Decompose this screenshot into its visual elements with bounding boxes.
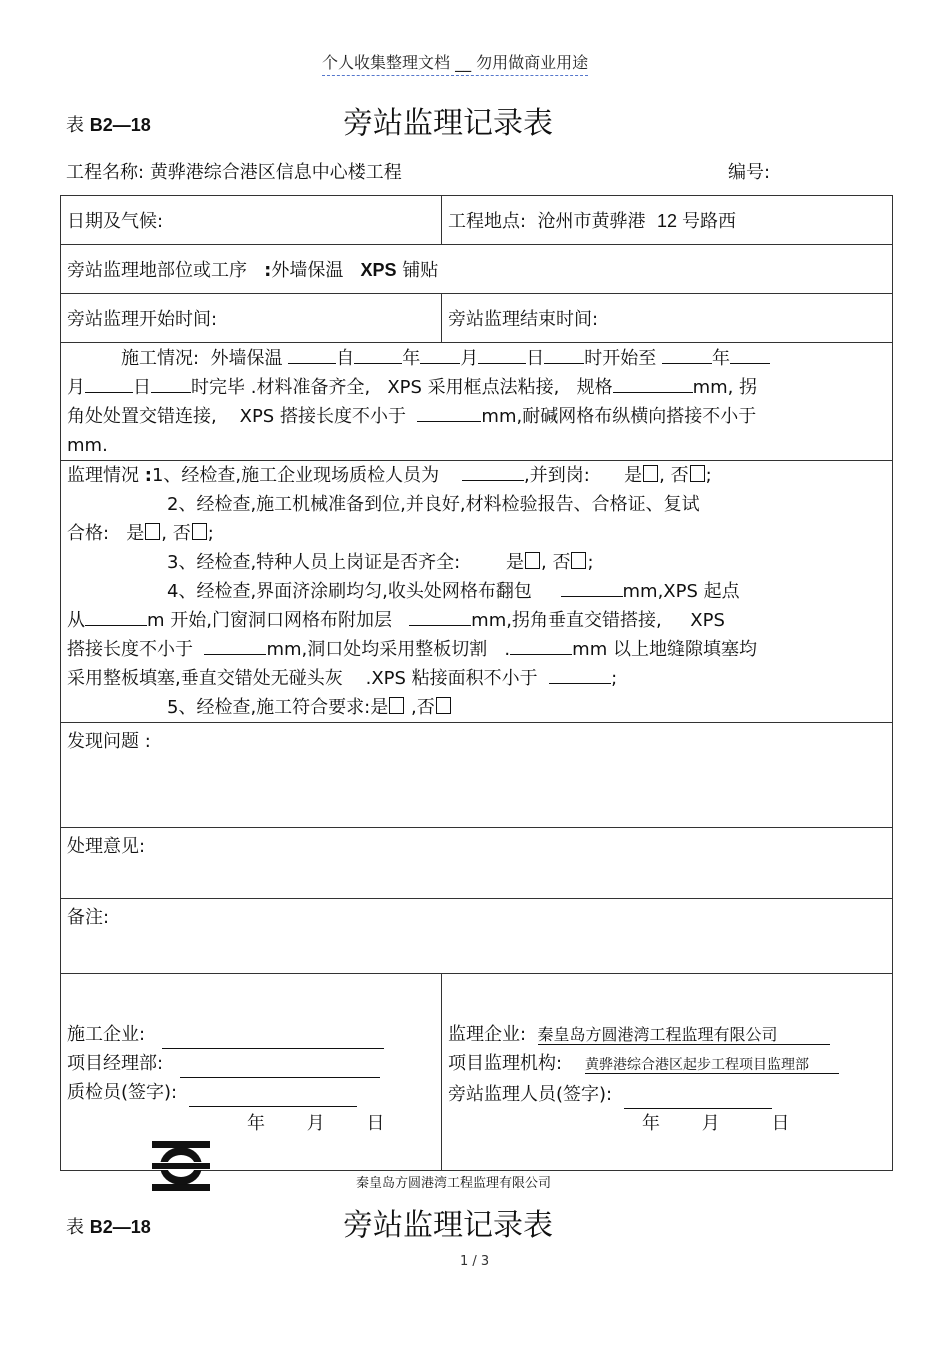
date-weather-cell xyxy=(61,196,442,245)
construction-text: mm. xyxy=(67,435,108,456)
yes-label: 是 xyxy=(506,552,525,573)
construction-text: 月 xyxy=(67,377,85,398)
number-label: 编号: xyxy=(728,162,771,183)
qc-label: 质检员(签字): xyxy=(67,1082,178,1103)
sign-left-cell xyxy=(61,974,442,1171)
supervision-item-4: mm,XPS 起点 xyxy=(622,581,740,602)
no-label: 否 xyxy=(670,465,689,486)
year-label: 年 xyxy=(642,1113,660,1134)
checkbox-no-3[interactable] xyxy=(571,552,586,569)
supervision-item-4: 采用整板填塞,垂直交错处无碰头灰 xyxy=(67,668,343,689)
remarks-label: 备注: xyxy=(67,907,110,928)
form-code-prefix: 表 xyxy=(66,115,84,136)
yes-label: 是 xyxy=(126,523,145,544)
part-tail: 铺贴 xyxy=(402,260,439,281)
record-table xyxy=(60,195,893,1171)
pm-label: 项目经理部: xyxy=(67,1053,164,1074)
page-title-repeat: 旁站监理记录表 xyxy=(343,1208,553,1243)
supervision-item-2b: 合格: xyxy=(67,523,110,544)
construction-text: XPS 搭接长度不小于 xyxy=(239,406,406,427)
supervision-item-2: 2、经检查,施工机械准备到位,并良好,材料检验报告、合格证、复试 xyxy=(167,494,700,515)
page-title: 旁站监理记录表 xyxy=(343,106,553,141)
checkbox-yes-3[interactable] xyxy=(525,552,540,569)
supervision-item-4: mm,洞口处均采用整板切割 xyxy=(266,639,488,660)
project-line xyxy=(66,158,402,184)
location-road: 12 号路西 xyxy=(656,211,737,231)
footer-company: 秦皇岛方圆港湾工程监理有限公司 xyxy=(356,1176,552,1191)
construction-text: 年 xyxy=(712,348,730,369)
construction-text: 自 xyxy=(336,348,355,369)
form-code xyxy=(66,111,151,137)
header-note: 个人收集整理文档 __ 勿用做商业用途 xyxy=(322,50,588,76)
construction-text: 时开始至 xyxy=(584,348,657,369)
row-time xyxy=(61,294,893,343)
supervision-item-4: m 开始,门窗洞口网格布附加层 xyxy=(147,610,392,631)
supervision-item-4: 搭接长度不小于 xyxy=(67,639,193,660)
supervision-item-4: . xyxy=(504,639,511,660)
sign-left-block xyxy=(67,1020,384,1107)
end-time-cell xyxy=(442,294,893,343)
supervision-item-4: 4、经检查,界面济涂刷均匀,收头处网格布翻包 xyxy=(167,581,532,602)
construction-text: 角处处置交错连接, xyxy=(67,406,217,427)
location-label: 工程地点: xyxy=(448,211,527,232)
page-number: 1 / 3 xyxy=(460,1254,490,1269)
supervisor-person-label: 旁站监理人员(签字): xyxy=(448,1084,613,1105)
checkbox-no-1[interactable] xyxy=(690,465,705,482)
supervision-item-4: mm,拐角垂直交错搭接, xyxy=(471,610,662,631)
start-time-cell xyxy=(61,294,442,343)
company-logo-icon xyxy=(152,1137,210,1195)
form-code-value: B2—18 xyxy=(89,115,151,135)
issues-cell[interactable] xyxy=(61,723,893,828)
date-weather-label: 日期及气候: xyxy=(67,211,164,232)
form-code-repeat xyxy=(66,1213,151,1239)
checkbox-yes-1[interactable] xyxy=(643,465,658,482)
remarks-cell[interactable] xyxy=(61,899,893,974)
part-label: 旁站监理地部位或工序 xyxy=(67,260,247,281)
checkbox-yes-5[interactable] xyxy=(389,697,404,714)
construction-label: 施工情况: xyxy=(121,348,200,369)
no-label: 否 xyxy=(552,552,571,573)
no-label: 否 xyxy=(172,523,191,544)
form-code-prefix-repeat: 表 xyxy=(66,1217,84,1238)
construction-text: mm,耐碱网格布纵横向搭接不小于 xyxy=(481,406,757,427)
row-supervision xyxy=(61,461,893,723)
construction-text: 时完毕 .材料准备齐全, xyxy=(191,377,371,398)
supervision-item-4: XPS xyxy=(690,610,725,631)
project-label: 工程名称: xyxy=(66,162,145,183)
supervision-cell: 监理情况 :1、经检查,施工企业现场质检人员为 ,并到岗: 是 , 否 ; 2、经检查,施工机械准备到位,并良好,材料检验报告、合格证、复试 合格: 是 , 否 ; 3、经检查,特种人员上岗证是否齐全: 是 , 否 ; 4、经检查,界面济涂刷均匀,收头处网格布翻包 mm,XPS 起点 从 m 开始,门窗洞口网格布附加层 mm,拐角垂直交错搭接, XPS 搭接长度不小于 mm,洞口处均采用整板切割 . mm 以上地缝隙填塞均 采用整板填塞,垂直交错处无碰头灰 .XPS 粘接面积不小于 ; 5、经检查,施工符合要求:是 ,否 xyxy=(61,461,893,723)
supervision-item-4: .XPS 粘接面积不小于 xyxy=(365,668,538,689)
day-label: 日 xyxy=(366,1113,385,1134)
construction-text: XPS 采用框点法粘接, xyxy=(387,377,560,398)
construction-text: 日 xyxy=(526,348,545,369)
opinion-label: 处理意见: xyxy=(67,836,146,857)
checkbox-no-2[interactable] xyxy=(192,523,207,540)
right-date xyxy=(642,1109,789,1135)
supervisor-company-label: 监理企业: xyxy=(448,1024,527,1045)
form-code-value-repeat: B2—18 xyxy=(89,1217,151,1237)
year-label: 年 xyxy=(247,1113,265,1134)
checkbox-yes-2[interactable] xyxy=(145,523,160,540)
construction-text: 日 xyxy=(133,377,151,398)
opinion-cell[interactable] xyxy=(61,828,893,899)
supervision-item-4: ; xyxy=(611,668,618,689)
contractor-label: 施工企业: xyxy=(67,1024,146,1045)
row-date-location xyxy=(61,196,893,245)
part-xps: XPS xyxy=(360,260,397,280)
row-part xyxy=(61,245,893,294)
supervisor-company: 秦皇岛方圆港湾工程监理有限公司 xyxy=(538,1025,830,1045)
part-value: 外墙保温 xyxy=(271,260,344,281)
supervision-item-5: 5、经检查,施工符合要求:是 xyxy=(167,697,389,718)
end-time-label: 旁站监理结束时间: xyxy=(448,309,599,330)
month-label: 月 xyxy=(701,1113,720,1134)
pm-signature-line[interactable] xyxy=(180,1057,380,1078)
construction-cell xyxy=(61,343,893,461)
supervisor-signature-line[interactable] xyxy=(624,1088,772,1109)
supervisor-org-label: 项目监理机构: xyxy=(448,1053,563,1074)
day-label: 日 xyxy=(771,1113,790,1134)
checkbox-no-5[interactable] xyxy=(436,697,451,714)
supervision-item-4: mm 以上地缝隙填塞均 xyxy=(572,639,757,660)
construction-text: 规格 xyxy=(576,377,613,398)
supervision-item-3: 3、经检查,特种人员上岗证是否齐全: xyxy=(167,552,461,573)
supervisor-org: 黄骅港综合港区起步工程项目监理部 xyxy=(585,1057,839,1074)
location-cell xyxy=(442,196,893,245)
supervision-item-1b: ,并到岗: xyxy=(524,465,590,486)
row-issues xyxy=(61,723,893,828)
start-time-label: 旁站监理开始时间: xyxy=(67,309,218,330)
supervision-label: 监理情况 xyxy=(67,465,139,486)
construction-text: 月 xyxy=(460,348,479,369)
row-construction xyxy=(61,343,893,461)
part-colon: : xyxy=(264,260,272,281)
month-label: 月 xyxy=(306,1113,325,1134)
left-date xyxy=(247,1109,384,1135)
row-remarks xyxy=(61,899,893,974)
sign-right-block xyxy=(448,1020,839,1109)
sign-right-cell xyxy=(442,974,893,1171)
construction-text: 外墙保温 xyxy=(210,348,283,369)
contractor-signature-line[interactable] xyxy=(162,1028,384,1049)
yes-label: 是 xyxy=(624,465,643,486)
part-cell xyxy=(61,245,893,294)
location-value: 沧州市黄骅港 xyxy=(537,211,646,232)
construction-text: 年 xyxy=(402,348,421,369)
qc-signature-line[interactable] xyxy=(189,1086,357,1107)
supervision-item-5b: ,否 xyxy=(410,697,435,718)
supervision-colon: : xyxy=(144,465,152,486)
construction-text: mm, 拐 xyxy=(692,377,758,398)
row-opinion xyxy=(61,828,893,899)
supervision-item-1: 1、经检查,施工企业现场质检人员为 xyxy=(151,465,440,486)
supervision-item-4: 从 xyxy=(67,610,85,631)
issues-label: 发现问题 : xyxy=(67,731,151,752)
project-name: 黄骅港综合港区信息中心楼工程 xyxy=(149,162,402,183)
